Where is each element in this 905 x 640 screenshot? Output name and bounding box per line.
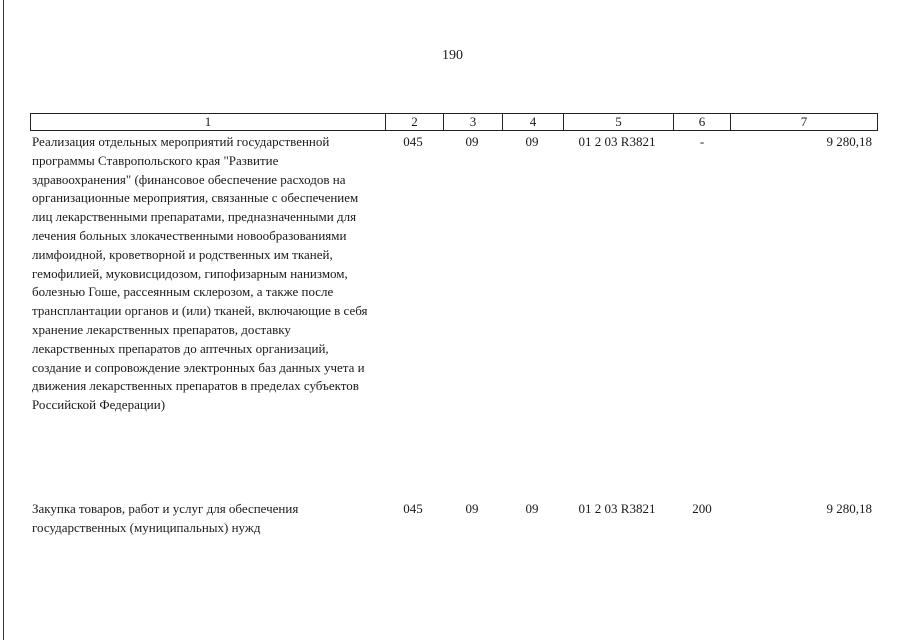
row-code-expense-type: - [699,134,705,149]
row-amount: 9 280,18 [826,134,872,149]
row-code-ministry: 045 [403,134,423,149]
header-col-7: 7 [730,114,877,130]
header-col-3: 3 [443,114,502,130]
row-description: Реализация отдельных мероприятий государственной программы Ставропольского края "Развитие здравоохранения" (финансовое обеспечение расходов на организационные мероприятия, связанные с обеспечением лиц лекарственными препаратами, предназначенными для лечения больных злокачественными новообразованиями лимфоидной, кроветворной и родственных им тканей, гемофилией, муковисцидозом, гипофизарным нанизмом, болезнью Гоше, рассеянным склерозом, а также после трансплантации органов и (или) тканей, включающие в себя хранение лекарственных препаратов, доставку лекарственных препаратов до аптечных организаций, создание и сопровождение электронных баз данных учета и движения лекарственных препаратов в пределах субъектов Российской Федерации) [32,134,368,413]
header-col-4: 4 [502,114,563,130]
header-col-6: 6 [673,114,730,130]
row-code-section: 09 [465,501,479,516]
row-code-subsection: 09 [525,134,539,149]
row-description: Закупка товаров, работ и услуг для обеспечения государственных (муниципальных) нужд [32,501,299,535]
table-header [30,113,878,131]
row-code-subsection: 09 [525,501,539,516]
row-amount: 9 280,18 [826,501,872,516]
header-col-2: 2 [385,114,443,130]
header-col-1: 1 [204,114,212,129]
row-code-expense-type: 200 [692,501,712,516]
row-code-target: 01 2 03 R3821 [578,134,656,149]
row-code-section: 09 [465,134,479,149]
page-number: 190 [442,48,463,63]
row-code-target: 01 2 03 R3821 [578,501,656,516]
left-margin-rule [3,0,4,640]
header-col-5: 5 [563,114,673,130]
row-code-ministry: 045 [403,501,423,516]
